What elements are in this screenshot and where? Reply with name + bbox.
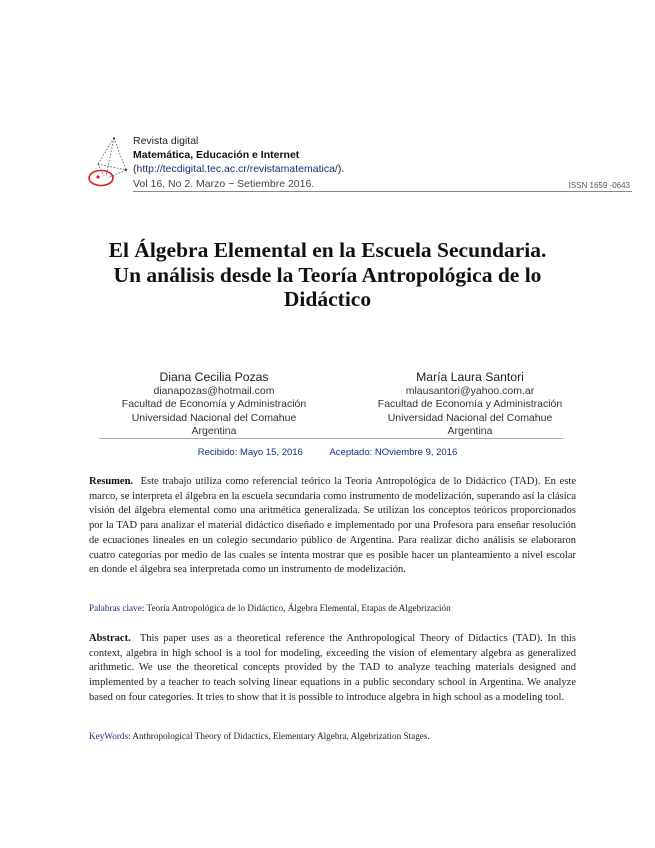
palabras-clave-text: : Teoría Antropológica de lo Didáctico, Álgebra Elemental, Etapas de Algebrización [141,603,451,613]
journal-logo-icon [84,136,136,190]
author-email[interactable]: dianapozas@hotmail.com [153,384,275,397]
author-country: Argentina [191,425,237,438]
author-affiliation: Facultad de Economía y Administración [377,398,563,411]
resumen-text: Este trabajo utiliza como referencial teórico la Teoría Antropológica de lo Didáctico (TAD). En este marco, se interpreta el álgebra en la escuela secundaria como instrumento de modelización, superando así la clásica visión del álgebra elemental como una aritmética generalizada. Se utilizan los conceptos teóricos proporcionados por la TAD para analizar el material didáctico diseñado e implementado por una Profesora para enseñar resolución de ecuaciones lineales en un colegio secundario público de Argentina. Para realizar dicho análisis se elaboraron cuatro categorías por medio de las cuales se intenta mostrar que es posible hacer un planteamiento a nivel escolar en donde el álgebra sea interpretada como un instrumento de modelización. [89,476,576,576]
url-close-paren: ). [337,163,345,175]
issn: ISSN 1659 -0643 [568,181,630,190]
title-line-2: Un análisis desde la Teoría Antropológica de lo [113,262,542,287]
title-line-3: Didáctico [283,287,372,311]
submission-dates [0,447,655,458]
volume-info: Vol 16, No 2. Marzo − Setiembre 2016. [133,178,315,190]
palabras-clave [89,601,576,616]
keywords [89,729,576,744]
resumen-paragraph [89,475,576,578]
accepted-date: Aceptado: NOviembre 9, 2016 [329,447,458,458]
abstract-text: This paper uses as a theoretical reference the Anthropological Theory of Didactics (TAD). In this context, algebra in high school is a tool for modeling, exceeding the vision of elementary algebra as generalized arithmetic. We use the theoretical concepts provided by the TAD to analyze teaching materials designed and implemented by a teacher to teach solving linear equations in a public secondary school in Argentina. We analyze based on four categories. It tries to show that it is possible to introduce algebra in high school as a modeling tool. [89,633,577,703]
abstract-label: Abstract. [89,633,131,644]
author-university: Universidad Nacional del Comahue [131,411,297,424]
journal-url-line [133,163,344,175]
abstract-paragraph [89,632,576,706]
keywords-label: KeyWords [89,731,129,741]
author-affiliation: Facultad de Economía y Administración [121,398,307,411]
author-block [99,371,329,439]
journal-name-line1: Revista digital [133,135,199,147]
paper-title [40,238,615,312]
author-block [355,371,585,439]
author-email[interactable]: mlausantori@yahoo.com.ar [405,384,535,397]
resumen-label: Resumen. [89,476,134,487]
author-name: María Laura Santori [416,370,524,384]
author-country: Argentina [447,425,493,438]
journal-name-line2: Matemática, Educación e Internet [133,149,300,161]
author-university: Universidad Nacional del Comahue [387,411,553,424]
url-open-paren: ( [133,163,137,175]
received-date: Recibido: Mayo 15, 2016 [197,447,303,458]
title-line-1: El Álgebra Elemental en la Escuela Secundaria. [108,238,547,262]
journal-url-link[interactable]: http://tecdigital.tec.ac.cr/revistamatematica/ [136,163,338,175]
palabras-clave-label: Palabras clave [89,603,142,613]
keywords-text: : Anthropological Theory of Didactics, Elementary Algebra, Algebrization Stages. [128,731,430,741]
authors-divider [99,438,563,439]
header-divider [133,191,632,192]
author-name: Diana Cecilia Pozas [159,370,269,384]
